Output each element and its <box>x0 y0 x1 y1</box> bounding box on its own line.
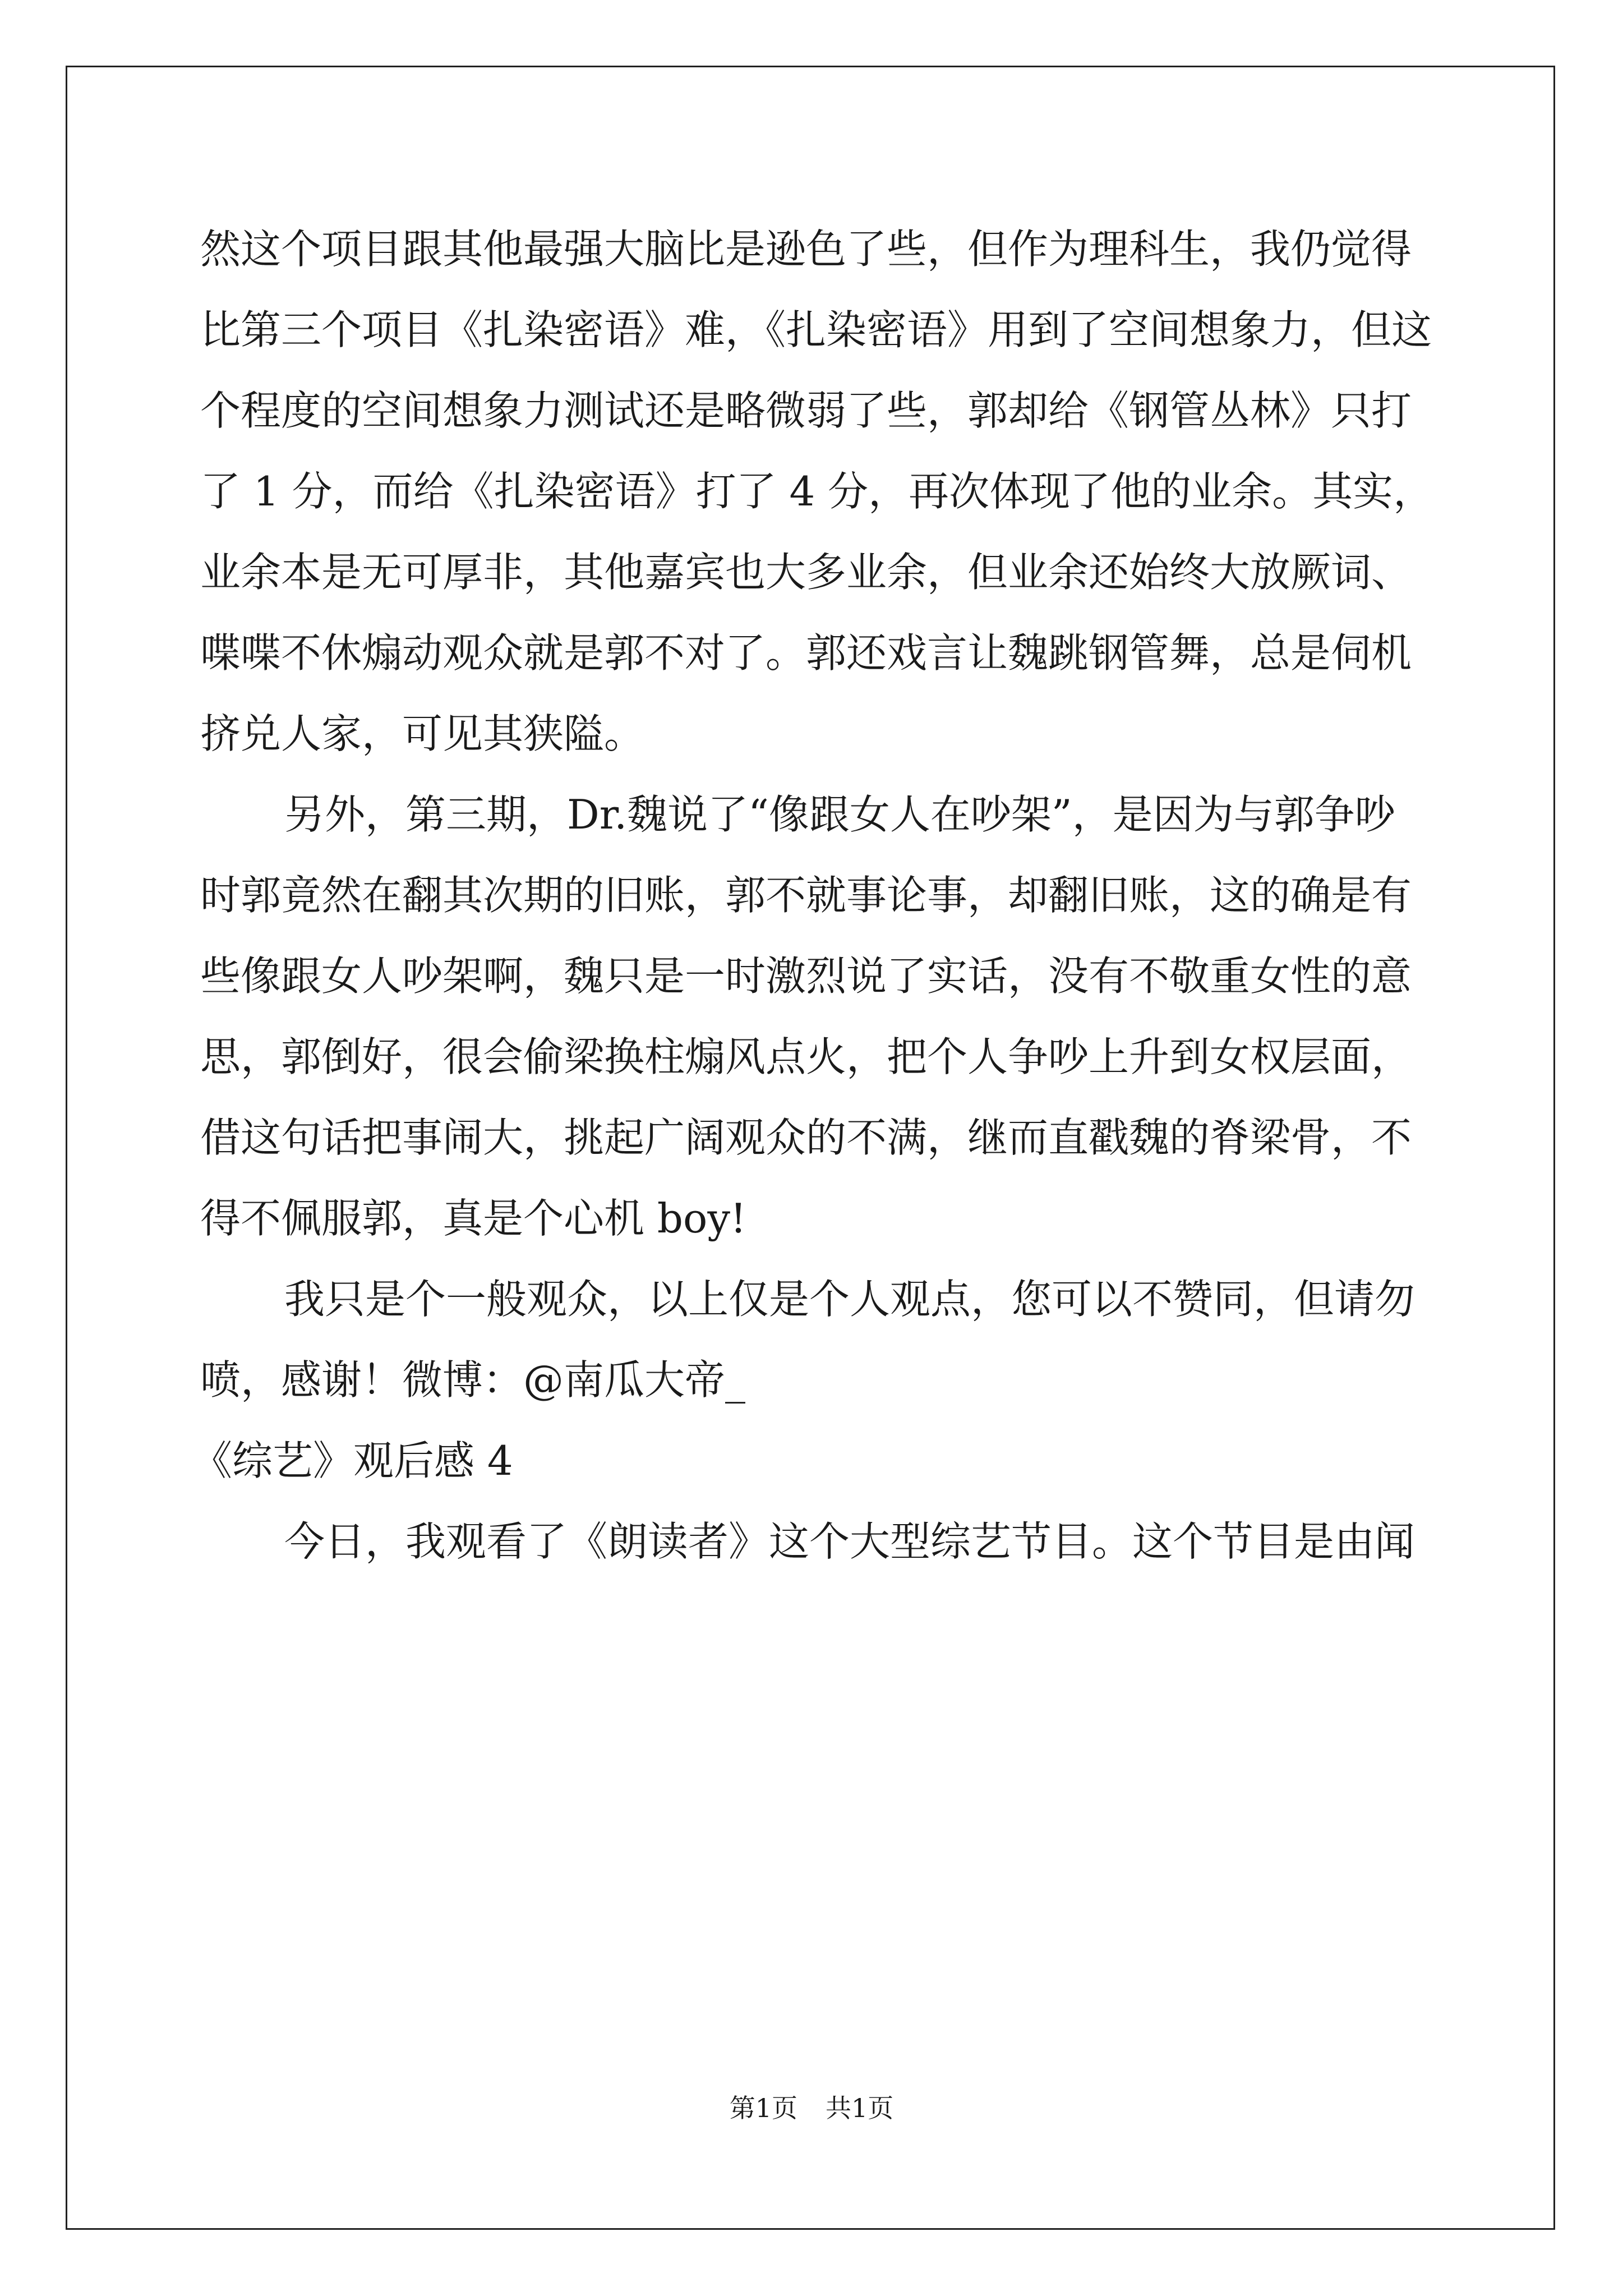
page-total: 共1页 <box>826 2093 894 2123</box>
text-line: 了 1 分，而给《扎染密语》打了 4 分，再次体现了他的业余。其实， <box>200 468 1434 515</box>
text-line: 个程度的空间想象力测试还是略微弱了些，郭却给《钢管丛林》只打 <box>200 387 1412 434</box>
document-body <box>192 209 1434 1582</box>
paragraph-start-line: 我只是个一般观众，以上仅是个人观点，您可以不赞同，但请勿 <box>284 1276 1415 1323</box>
page-number: 第1页 <box>729 2093 797 2123</box>
text-line: 喋喋不休煽动观众就是郭不对了。郭还戏言让魏跳钢管舞，总是伺机 <box>200 629 1412 677</box>
text-line: 然这个项目跟其他最强大脑比是逊色了些，但作为理科生，我仍觉得 <box>200 226 1412 273</box>
text-line: 喷，感谢！微博：@南瓜大帝_ <box>200 1356 746 1404</box>
paragraph-start-line: 今日，我观看了《朗读者》这个大型综艺节目。这个节目是由闻 <box>284 1518 1415 1565</box>
text-line: 借这句话把事闹大，挑起广阔观众的不满，继而直戳魏的脊梁骨，不 <box>200 1114 1412 1161</box>
text-line: 时郭竟然在翻其次期的旧账，郭不就事论事，却翻旧账，这的确是有 <box>200 872 1412 919</box>
text-line: 挤兑人家，可见其狭隘。 <box>200 710 645 757</box>
section-heading: 《综艺》观后感 4 <box>192 1437 513 1484</box>
text-line: 比第三个项目《扎染密语》难，《扎染密语》用到了空间想象力，但这 <box>200 306 1432 353</box>
text-line: 得不佩服郭，真是个心机 boy! <box>200 1195 746 1242</box>
page-footer <box>0 2091 1623 2125</box>
text-line: 业余本是无可厚非，其他嘉宾也大多业余，但业余还始终大放厥词、 <box>200 549 1412 596</box>
text-line: 些像跟女人吵架啊，魏只是一时激烈说了实话，没有不敬重女性的意 <box>200 953 1412 1000</box>
paragraph-start-line: 另外，第三期，Dr.魏说了“像跟女人在吵架”，是因为与郭争吵 <box>284 791 1395 838</box>
text-line: 思，郭倒好，很会偷梁换柱煽风点火，把个人争吵上升到女权层面， <box>200 1033 1412 1080</box>
